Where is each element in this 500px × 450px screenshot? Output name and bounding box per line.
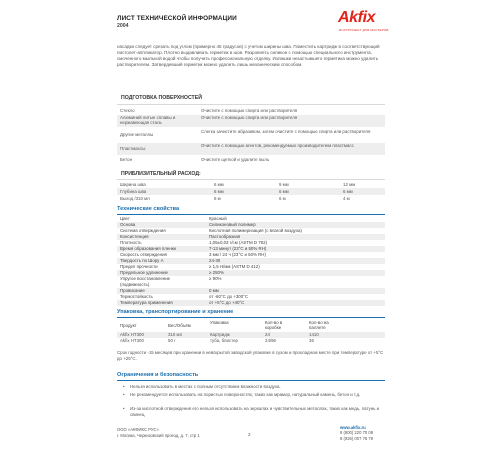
tech-value: от +5°C до +40°C xyxy=(209,300,245,305)
consumption-value: 6 м xyxy=(279,196,286,201)
packaging-col-header: Продукт xyxy=(120,323,137,328)
section-divider xyxy=(117,317,385,318)
logo-tagline: ИНСТРУМЕНТ ДЛЯ МАСТЕРОВ xyxy=(339,28,389,32)
tech-value: ≥ 1,5 Н/мм (ASTM D 412) xyxy=(209,264,260,269)
tech-value: 24-30 xyxy=(209,258,221,263)
surface-material: Бетон xyxy=(120,157,133,162)
consumption-value: 6 мм xyxy=(343,189,353,194)
consumption-label: Выход /310 мл xyxy=(120,196,150,201)
packaging-col-header: Кол-во в коробке xyxy=(265,320,283,331)
footer-company: ООО «АКФИКС РУС» xyxy=(117,427,159,432)
packaging-cell: 1410 xyxy=(309,332,319,337)
consumption-heading: ПРИБЛИЗИТЕЛЬНЫЙ РАСХОД: xyxy=(121,171,201,177)
page-number: 2 xyxy=(248,432,251,437)
footer-contacts xyxy=(340,425,373,441)
tech-value: Красный xyxy=(209,216,227,221)
packaging-cell: 310 мл xyxy=(168,332,183,337)
surface-row xyxy=(117,157,385,163)
surface-prep-heading: ПОДГОТОВКА ПОВЕРХНОСТЕЙ xyxy=(121,95,202,101)
consumption-row xyxy=(117,195,385,202)
consumption-value: 6 мм xyxy=(214,182,224,187)
surface-row xyxy=(117,115,385,127)
surface-row xyxy=(117,108,385,114)
consumption-value: 6 мм xyxy=(214,189,224,194)
tech-key: Основа xyxy=(120,222,136,227)
tech-key: Предельное удлинение xyxy=(120,270,168,275)
tech-key: Система отверждения xyxy=(120,228,166,233)
packaging-cell: туба, блистер xyxy=(210,338,238,343)
tech-value: 0 мм xyxy=(209,288,219,293)
safety-text: Нельзя использовать в местах с полным отсутствием влажности воздуха. xyxy=(130,384,281,389)
tech-key: Провисание xyxy=(120,288,145,293)
tech-value: Пастообразная xyxy=(209,234,241,239)
tech-value: 3 мм / 24 ч (23°C и 50% RH) xyxy=(209,252,266,257)
consumption-value: 12 мм xyxy=(343,182,356,187)
tech-value: 1,05±0,03 г/см (ASTM D 792) xyxy=(209,240,268,245)
surface-material: Другие металлы xyxy=(120,132,154,137)
packaging-heading: Упаковка, транспортирование и хранение xyxy=(117,309,234,315)
consumption-value: 8 м xyxy=(214,196,221,201)
packaging-cell: Akfix HT300 xyxy=(120,338,144,343)
tech-value: ≥ 250% xyxy=(209,270,224,275)
safety-heading: Ограничения и безопасность xyxy=(117,372,199,378)
packaging-cell: 36 xyxy=(309,338,314,343)
consumption-label: Ширина шва xyxy=(120,182,146,187)
consumption-row xyxy=(117,188,385,195)
consumption-row xyxy=(117,181,385,188)
divider xyxy=(117,179,385,180)
packaging-cell: Картридж xyxy=(210,332,230,337)
surface-material: Пластмассы xyxy=(120,146,146,151)
packaging-cell: 24/96 xyxy=(265,338,276,343)
consumption-value: 6 мм xyxy=(279,189,289,194)
bullet-dot-icon: • xyxy=(123,384,125,389)
tech-key: Предел прочности xyxy=(120,264,158,269)
tech-key: Плотность xyxy=(120,240,142,245)
footer-company-block xyxy=(117,427,200,438)
tech-value: ≥ 90% xyxy=(209,276,222,281)
packaging-col-header: Кол-во на паллете xyxy=(309,320,329,331)
tech-key: Твердость по Шору А xyxy=(120,258,164,263)
tech-key: Скорость отверждения xyxy=(120,252,167,257)
packaging-row xyxy=(117,338,385,344)
tech-key: Температура применения xyxy=(120,300,173,305)
tech-value: Кислотная полимеризация (с влагой воздуха) xyxy=(209,228,302,233)
tech-key: Упругое восстановление xyxy=(120,276,171,281)
document-code: 2004 xyxy=(117,23,129,29)
surface-row xyxy=(117,143,385,155)
footer-website-link[interactable]: www.akfix.ru xyxy=(340,425,366,430)
section-divider xyxy=(117,380,385,381)
tech-key: Время образования пленки xyxy=(120,246,177,251)
consumption-label: Глубина шва xyxy=(120,189,147,194)
surface-material: Стекло xyxy=(120,108,135,113)
tech-key: Консистенция xyxy=(120,234,149,239)
surface-method: Очистите с помощью спирта или растворителя xyxy=(201,115,298,120)
tech-properties-heading: Технические свойства xyxy=(117,206,180,212)
footer-address: г. Москва, Черкизовский проезд, д. 7, стр 1 xyxy=(117,432,200,438)
surface-method: Очистите с помощью спирта или растворителя xyxy=(201,108,298,113)
packaging-col-header: Вес/Объём xyxy=(168,323,191,328)
storage-note: Срок годности -15 месяцев при хранении в невскрытой заводской упаковке в сухом и прохладном месте при температуре от +5°C до +25°C. xyxy=(117,350,384,361)
document-title: ЛИСТ ТЕХНИЧЕСКОЙ ИНФОРМАЦИИ xyxy=(117,15,237,22)
packaging-cell: Akfix HT300 xyxy=(120,332,144,337)
packaging-col-header: Упаковка xyxy=(210,320,229,325)
consumption-value: 9 мм xyxy=(279,182,289,187)
packaging-cell: 50 г xyxy=(168,338,176,343)
divider xyxy=(117,104,385,105)
logo-wordmark: Akfix xyxy=(338,9,376,26)
tech-value: Силиконовый полимер xyxy=(209,222,256,227)
tech-key: Термостойкость xyxy=(120,294,153,299)
packaging-cell: 24 xyxy=(265,332,270,337)
intro-paragraph: насадки следует срезать под углом (примерно 45 градусов) с учетом ширины шва. Поместить картридж в соответствующий пистолет-аппликатор. Плотно выдавливать герметик в шов. Разровнять силикон с помощью специального инструмента, смоченного мыльной водой чтобы получить профессиональную отделку. Излишки незастывшего герметика можно удалить растворителем. Затвердевший герметик можно удалить лишь механическим способом. xyxy=(117,44,380,68)
tech-value: 7-13 минут (23°C и 50% RH) xyxy=(209,246,267,251)
surface-method: Слегка зачистите абразивом, затем очистите с помощью спирта или растворителя xyxy=(201,129,371,134)
surface-row xyxy=(117,129,385,141)
footer-phone: 8 (800) 220 70 08 xyxy=(340,430,374,436)
consumption-value: 4 м xyxy=(343,196,350,201)
packaging-header-row xyxy=(117,320,385,331)
surface-material: Алюминий литые сплавы и нержавеющая сталь xyxy=(120,115,176,126)
bullet-dot-icon: • xyxy=(123,392,125,397)
surface-method: Очистите с помощью агентов, рекомендуемых производителем пластмасс xyxy=(201,143,354,148)
tech-value: от -60°C до +300°C xyxy=(209,294,249,299)
tech-key: (подвижность) xyxy=(120,282,150,287)
surface-method: Очистите щеткой и удалите пыль xyxy=(201,157,270,162)
footer-phone: 8 (926) 007 76 79 xyxy=(340,435,374,441)
tech-row xyxy=(117,300,385,306)
safety-text: Из-за кислотной отверждения его нельзя использовать на зеркалах и чувствительных металлах, таких как медь, латунь и свинец. xyxy=(130,406,380,418)
tech-key: Цвет xyxy=(120,216,130,221)
bullet-dot-icon: • xyxy=(123,406,125,411)
safety-text: Не рекомендуется использовать на пористых поверхностях, таких как мрамор, натуральный камень, бетон и т.д. xyxy=(130,392,361,397)
section-divider xyxy=(117,214,385,215)
akfix-logo xyxy=(338,9,389,33)
